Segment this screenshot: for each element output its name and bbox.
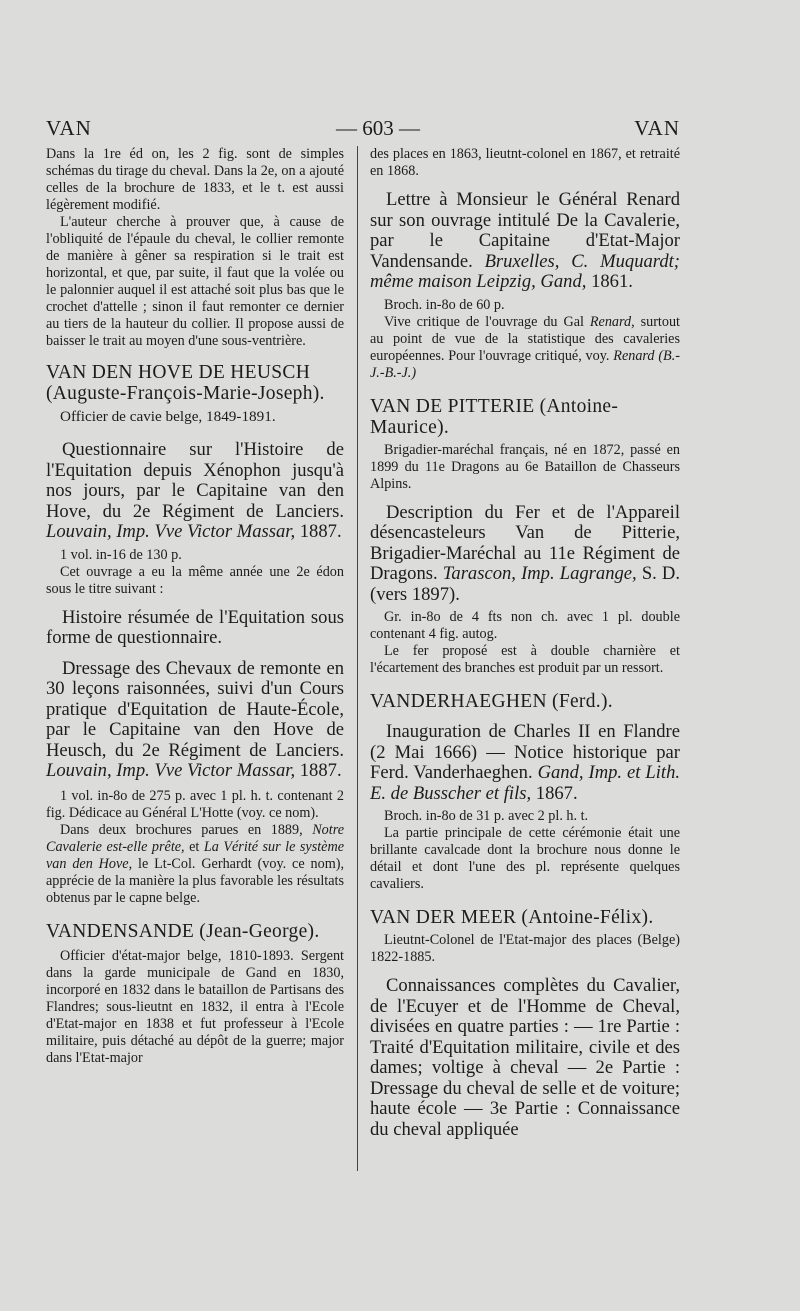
imprint: Louvain, Imp. Vve Victor Massar, (46, 521, 296, 542)
entry-bio: Brigadier-maréchal français, né en 1872, passé en 1899 du 11e Dragons au 6e Bataillon de Chasseurs Alpins. (370, 441, 680, 492)
book-title: Inauguration de Charles II en Flandre (2 Mai 1666) — Notice historique par Ferd. Vanderhaeghen. Gand, Imp. et Lith. E. de Busscher et fils, 1867. (370, 721, 681, 804)
entry-bio: Officier d'état-major belge, 1810-1893. Sergent dans la garde municipale de Gand en 1830, incorporé en 1832 dans le bataillon de Partisans des Flandres; sous-lieutnt en 1832, il entra à l'Ecole d'Etat-major en 1838 et fut professeur à l'Ecole militaire, puis détaché au dépôt de la guerre; major dans l'Etat-major (46, 947, 344, 1066)
running-head-left: VAN (46, 116, 92, 140)
imprint: Tarascon, Imp. Lagrange, (442, 563, 637, 584)
note-paragraph: Dans la 1re éd on, les 2 fig. sont de simples schémas du tirage du cheval. Dans la 2e, on a ajouté celles de la brochure de 1833, et le t. est aussi légèrement modifié. (46, 146, 344, 213)
entry-bio: Officier de cavie belge, 1849-1891. (60, 408, 276, 425)
book-description: Gr. in-8o de 4 fts non ch. avec 1 pl. double contenant 4 fig. autog. (370, 609, 680, 642)
note-paragraph: des places en 1863, lieutnt-colonel en 1867, et retraité en 1868. (370, 146, 680, 179)
page-header (46, 116, 680, 142)
right-column (370, 146, 680, 1140)
book-title: Lettre à Monsieur le Général Renard sur son ouvrage intitulé De la Cavalerie, par le Capitaine d'Etat-Major Vandensande. Bruxelles, C. Muquardt; même maison Leipzig, Gand, 1861. (370, 189, 681, 292)
book-note: Le fer proposé est à double charnière et l'écartement des branches est produit par un ressort. (370, 643, 680, 676)
book-note: Cet ouvrage a eu la même année une 2e édon sous le titre suivant : (46, 563, 344, 597)
entry-heading: VAN DE PITTERIE (Antoine-Maurice). (370, 395, 619, 438)
entry-heading: VAN DEN HOVE DE HEUSCH (Auguste-François-Marie-Joseph). (46, 362, 325, 404)
column-divider (357, 146, 358, 1171)
running-head-right: VAN (634, 116, 680, 140)
book-title: Dressage des Chevaux de remonte en 30 leçons raisonnées, suivi d'un Cours pratique d'Equitation de Haute-École, par le Capitaine van den Hove de Heusch, du 2e Régiment de Lanciers. Louvain, Imp. Vve Victor Massar, 1887. (46, 657, 344, 781)
entry-heading: VAN DER MEER (Antoine-Félix). (370, 907, 654, 928)
book-description: Broch. in-8o de 60 p. (384, 296, 505, 313)
book-title: Connaissances complètes du Cavalier, de l'Ecuyer et de l'Homme de Cheval, divisées en quatre parties : — 1re Partie : Traité d'Equitation militaire, civile et des dames; voltige à cheval — 2e Partie : Dressage du cheval de selle et de voiture; haute école — 3e Partie : Connaissance du cheval appliquée (370, 975, 680, 1140)
book-note: Vive critique de l'ouvrage du Gal Renard, surtout au point de vue de la statistique des cavaleries européennes. Pour l'ouvrage critiqué, voy. Renard (B.-J.-B.-J.) (370, 313, 680, 381)
book-description: Broch. in-8o de 31 p. avec 2 pl. h. t. (384, 808, 589, 824)
book-description: 1 vol. in-8o de 275 p. avec 1 pl. h. t. contenant 2 fig. Dédicace au Général L'Hotte (voy. ce nom). (46, 787, 344, 821)
book-note: Dans deux brochures parues en 1889, Notre Cavalerie est-elle prête, et La Vérité sur le système van den Hove, le Lt-Col. Gerhardt (voy. ce nom), apprécie de la manière la plus favorable les résultats obtenus par le capne belge. (46, 821, 344, 906)
page-number: — 603 — (336, 116, 420, 140)
book-title: Description du Fer et de l'Appareil désencasteleurs Van de Pitterie, Brigadier-Maréchal au 11e Régiment de Dragons. Tarascon, Imp. Lagrange, S. D. (vers 1897). (370, 501, 680, 605)
entry-heading: VANDENSANDE (Jean-George). (46, 920, 320, 942)
book-title: Histoire résumée de l'Equitation sous forme de questionnaire. (46, 606, 344, 648)
book-description: 1 vol. in-16 de 130 p. (60, 546, 182, 563)
left-column (46, 146, 344, 1067)
entry-heading: VANDERHAEGHEN (Ferd.). (370, 691, 613, 712)
imprint: Gand, Imp. et Lith. E. de Busscher et fils, (370, 762, 681, 804)
book-title: Questionnaire sur l'Histoire de l'Equitation depuis Xénophon jusqu'à nos jours, par le Capitaine van den Hove, du 2e Régiment de Lanciers. Louvain, Imp. Vve Victor Massar, 1887. (46, 439, 344, 542)
note-paragraph: L'auteur cherche à prouver que, à cause de l'obliquité de l'épaule du cheval, le collier remonte de manière à gêner sa respiration si le trait est horizontal, et que, par suite, il faut que la volée ou le palonnier auquel il est attaché soit plus bas que le crochet d'attelle ; sinon il faut remonter ce dernier au tiers de la hauteur du collier. Il propose aussi de baisser le trait au moyen d'une sous-ventrière. (46, 214, 344, 349)
imprint: Bruxelles, C. Muquardt; même maison Leipzig, Gand, (370, 250, 681, 292)
book-note: La partie principale de cette cérémonie était une brillante cavalcade dont la brochure nous donne le détail et dont l'une des pl. représente quelques cavaliers. (370, 825, 680, 892)
imprint: Louvain, Imp. Vve Victor Massar, (46, 760, 296, 781)
entry-bio: Lieutnt-Colonel de l'Etat-major des places (Belge) 1822-1885. (370, 932, 680, 965)
